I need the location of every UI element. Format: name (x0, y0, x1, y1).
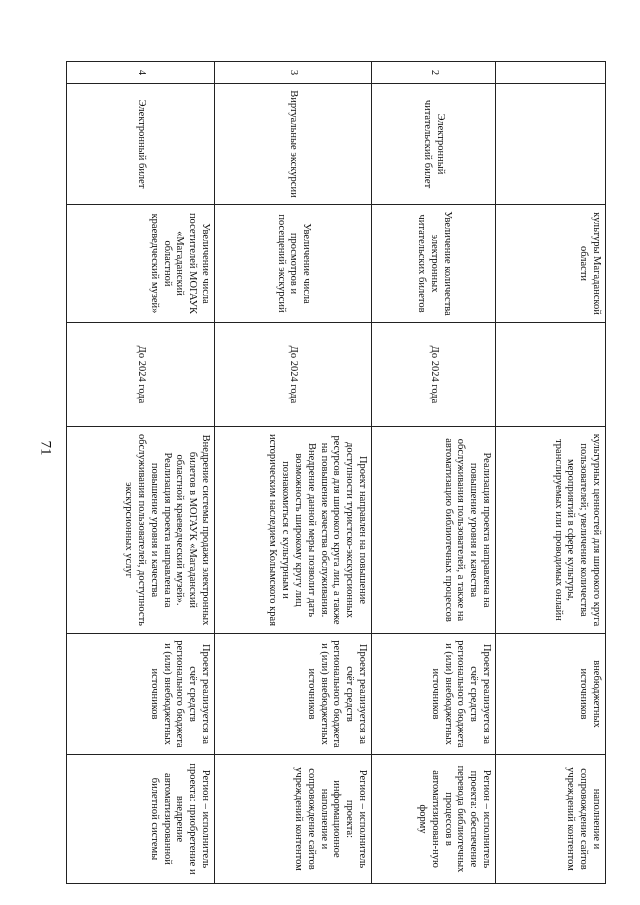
row-number-cell: 3 (215, 62, 372, 84)
funding-cell: внебюджетных источников (496, 634, 606, 755)
rotated-table-container (67, 61, 606, 883)
table-row (67, 62, 215, 884)
row-number-cell: 2 (372, 62, 496, 84)
funding-cell: Проект реализуется за счёт средств регионального бюджета и (или) внебюджетных источников (372, 634, 496, 755)
role-cell: Регион – исполнитель проекта: обеспечение перевода библиотечных процессов в автоматизирован-ную форму (372, 755, 496, 884)
table-row (372, 62, 496, 884)
row-number-cell: 4 (67, 62, 215, 84)
project-name-cell: Виртуальные экскурсии (215, 84, 372, 205)
deadline-cell (496, 323, 606, 427)
indicator-cell: Увеличение количества электронных читательских билетов (372, 205, 496, 323)
role-cell: Регион – исполнитель проекта: приобретение и внедрение автоматизированной билетной системы (67, 755, 215, 884)
row-number-cell (496, 62, 606, 84)
deadline-cell: До 2024 года (372, 323, 496, 427)
page-number: 71 (37, 440, 54, 456)
projects-table (66, 61, 606, 884)
description-cell: Внедрение системы продажи электронных билетов в МОГАУК «Магаданский областной краеведческий музей». Реализация проекта направлена на повышение уровня и качества обслуживания пользователей, доступность экскурсионных услуг (67, 427, 215, 634)
role-cell: наполнение и сопровождение сайтов учреждений контентом (496, 755, 606, 884)
deadline-cell: До 2024 года (67, 323, 215, 427)
indicator-cell: Увеличение числа посетителей МОГАУК «Магаданский областной краеведческий музей» (67, 205, 215, 323)
indicator-cell: Увеличение числа просмотров и посещений экскурсий (215, 205, 372, 323)
funding-cell: Проект реализуется за счёт средств регионального бюджета и (или) внебюджетных источников (215, 634, 372, 755)
project-name-cell: Электронный билет (67, 84, 215, 205)
description-cell: Реализация проекта направлена на повышение уровня и качества обслуживания пользователей, а также на автоматизацию библиотечных процессов (372, 427, 496, 634)
project-name-cell: Электронный читательский билет (372, 84, 496, 205)
project-name-cell (496, 84, 606, 205)
indicator-cell: культуры Магаданской области (496, 205, 606, 323)
description-cell: культурных ценностей для широкого круга пользователей; увеличение количества мероприятий в сфере культуры, транслируемых или проводимых онлайн (496, 427, 606, 634)
table-row (215, 62, 372, 884)
table-row (496, 62, 606, 884)
role-cell: Регион – исполнитель проекта: информационное наполнение и сопровождение сайтов учреждений контентом (215, 755, 372, 884)
funding-cell: Проект реализуется за счёт средств регионального бюджета и (или) внебюджетных источников (67, 634, 215, 755)
description-cell: Проект направлен на повышение доступности туристско-экскурсионных ресурсов для широкого круга лиц, а также на повышение качества обслуживания. Внедрение данной меры позволит дать возможность широкому кругу лиц познакомиться с культурным и историческим наследием Колымского края (215, 427, 372, 634)
deadline-cell: До 2024 года (215, 323, 372, 427)
